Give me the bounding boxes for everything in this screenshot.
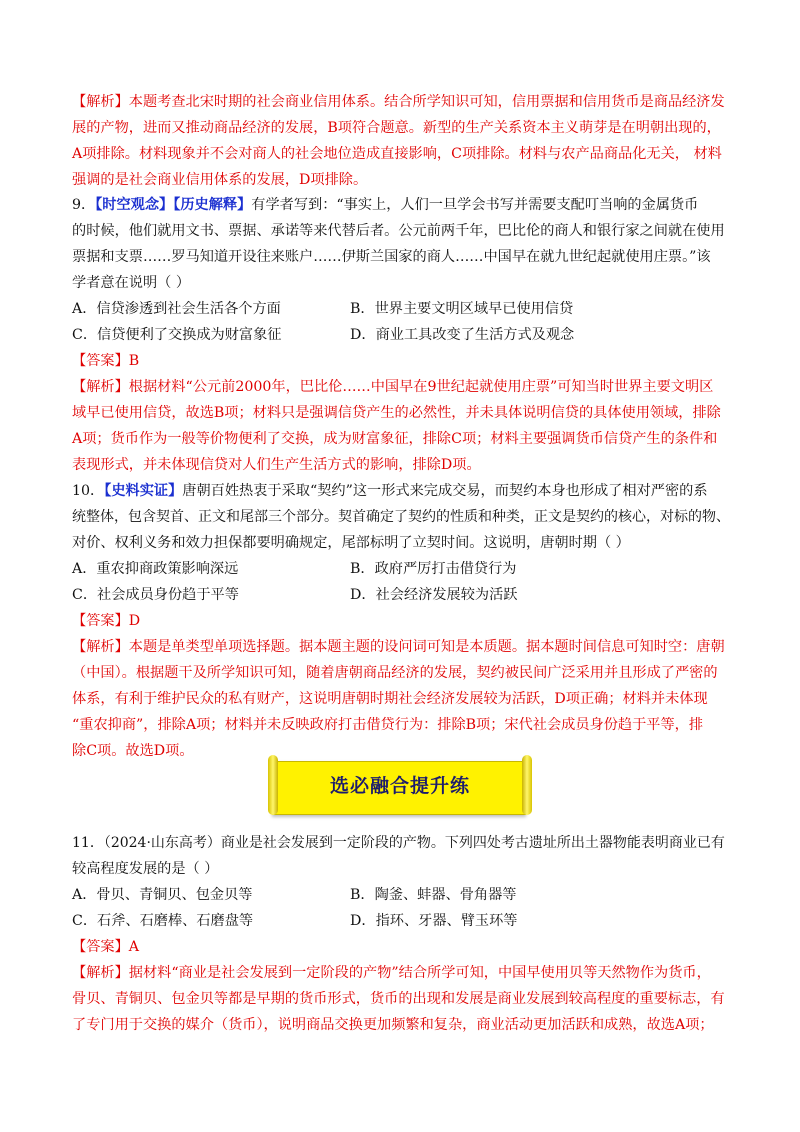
stem-text: 有学者写到：“事实上，人们一旦学会书写并需要支配叮当响的金属货币 xyxy=(251,197,699,213)
stem-line: 11．（2024·山东高考）商业是社会发展到一定阶段的产物。下列四处考古遗址所出土器物能表明商业已有 xyxy=(72,835,725,851)
option-a: A．信贷渗透到社会生活各个方面 xyxy=(72,301,281,317)
analysis-line: 了专门用于交换的媒介（货币），说明商品交换更加频繁和复杂，商业活动更加活跃和成熟，故选A项； xyxy=(72,1017,714,1033)
option-a: A．重农抑商政策影响深远 xyxy=(72,561,239,577)
analysis-line: A项排除。材料现象并不会对商人的社会地位造成直接影响，C项排除。材料与农产品商品化无关， 材料 xyxy=(72,146,722,162)
stem-line: 的时候，他们就用文书、票据、承诺等来代替后者。公元前两千年，巴比伦的商人和银行家之间就在使用 xyxy=(72,223,725,239)
analysis-line: 【解析】据材料“商业是社会发展到一定阶段的产物”结合所学可知，中国早使用贝等天然物作为货币， xyxy=(72,965,711,981)
stem-line: 学者意在说明（ ） xyxy=(72,275,191,291)
analysis-line: “重农抑商”，排除A项；材料并未反映政府打击借贷行为：排除B项；宋代社会成员身份趋于平等，排 xyxy=(72,717,704,733)
analysis-line: 体系，有利于维护民众的私有财产，这说明唐朝时期社会经济发展较为活跃，D项正确；材料并未体现 xyxy=(72,691,708,707)
topic-tag: 【历史解释】 xyxy=(173,197,252,213)
question-number: 9． xyxy=(72,197,96,213)
answer-10 xyxy=(72,608,732,764)
stem-line: 较高程度发展的是（ ） xyxy=(72,861,219,877)
option-d: D．指环、牙器、臂玉环等 xyxy=(350,913,518,929)
analysis-line: 【解析】本题是单类型单项选择题。据本题主题的设问词可知是本质题。据本题时间信息可知时空：唐朝 xyxy=(72,639,725,655)
analysis-line: 域早已使用信贷，故选B项；材料只是强调信贷产生的必然性，并未具体说明信贷的具体使用领域，排除 xyxy=(72,405,721,421)
analysis-line: A项；货币作为一般等价物便利了交换，成为财富象征，排除C项；材料主要强调货币信贷产生的条件和 xyxy=(72,431,718,447)
stem-line: 票据和支票……罗马知道开设往来账户……伊斯兰国家的商人……中国早在就九世纪起就使用庄票。”该 xyxy=(72,249,711,265)
stem-line: 对价、权利义务和效力担保都要明确规定，尾部标明了立契时间。这说明，唐朝时期（ ） xyxy=(72,535,630,551)
question-9 xyxy=(72,192,732,296)
option-d: D．社会经济发展较为活跃 xyxy=(350,587,518,603)
analysis-line: 表现形式，并未体现信贷对人们生产生活方式的影响，排除D项。 xyxy=(72,457,481,473)
answer-text: 【答案】D xyxy=(72,613,141,629)
option-c: C．社会成员身份趋于平等 xyxy=(72,587,239,603)
topic-tag: 【史料实证】 xyxy=(104,483,183,499)
analysis-line: 展的产物，进而又推动商品经济的发展，B项符合题意。新型的生产关系资本主义萌芽是在明朝出现的， xyxy=(72,120,721,136)
answer-9 xyxy=(72,348,732,478)
section-title: 选必融合提升练 xyxy=(329,775,470,797)
analysis-line: 强调的是社会商业信用体系的发展，D项排除。 xyxy=(72,172,368,188)
question-number: 10． xyxy=(72,483,105,499)
analysis-line: （中国）。根据题干及所学知识可知，随着唐朝商品经济的发展，契约被民间广泛采用并且形成了严密的 xyxy=(72,665,718,681)
q8-analysis xyxy=(72,89,732,193)
question-10 xyxy=(72,478,732,556)
option-b: B．政府严厉打击借贷行为 xyxy=(350,561,517,577)
option-a: A．骨贝、青铜贝、包金贝等 xyxy=(72,887,253,903)
question-stem-first xyxy=(72,192,732,218)
option-c: C．石斧、石磨棒、石磨盘等 xyxy=(72,913,254,929)
question-stem-first xyxy=(72,478,732,504)
answer-text: 【答案】A xyxy=(72,939,139,955)
section-banner xyxy=(268,751,532,821)
analysis-line: 骨贝、青铜贝、包金贝等都是早期的货币形式，货币的出现和发展是商业发展到较高程度的重要标志，有 xyxy=(72,991,725,1007)
analysis-line: 除C项。故选D项。 xyxy=(72,743,194,759)
option-b: B．世界主要文明区域早已使用信贷 xyxy=(350,301,574,317)
stem-text: 唐朝百姓热衷于采取“契约”这一形式来完成交易，而契约本身也形成了相对严密的系 xyxy=(182,483,708,499)
answer-text: 【答案】B xyxy=(72,353,140,369)
answer-11 xyxy=(72,934,732,1038)
option-b: B．陶釜、蚌器、骨角器等 xyxy=(350,887,517,903)
topic-tag: 【时空观念】 xyxy=(95,197,174,213)
question-11 xyxy=(72,830,732,882)
option-c: C．信贷便利了交换成为财富象征 xyxy=(72,327,282,343)
analysis-line: 【解析】根据材料“公元前2000年，巴比伦……中国早在9世纪起就使用庄票”可知当时世界主要文明区 xyxy=(72,379,714,395)
option-d: D．商业工具改变了生活方式及观念 xyxy=(350,327,575,343)
analysis-line: 【解析】本题考查北宋时期的社会商业信用体系。结合所学知识可知，信用票据和信用货币是商品经济发 xyxy=(72,94,725,110)
stem-line: 统整体，包含契首、正文和尾部三个部分。契首确定了契约的性质和种类，正文是契约的核心，对标的物、 xyxy=(72,509,730,525)
